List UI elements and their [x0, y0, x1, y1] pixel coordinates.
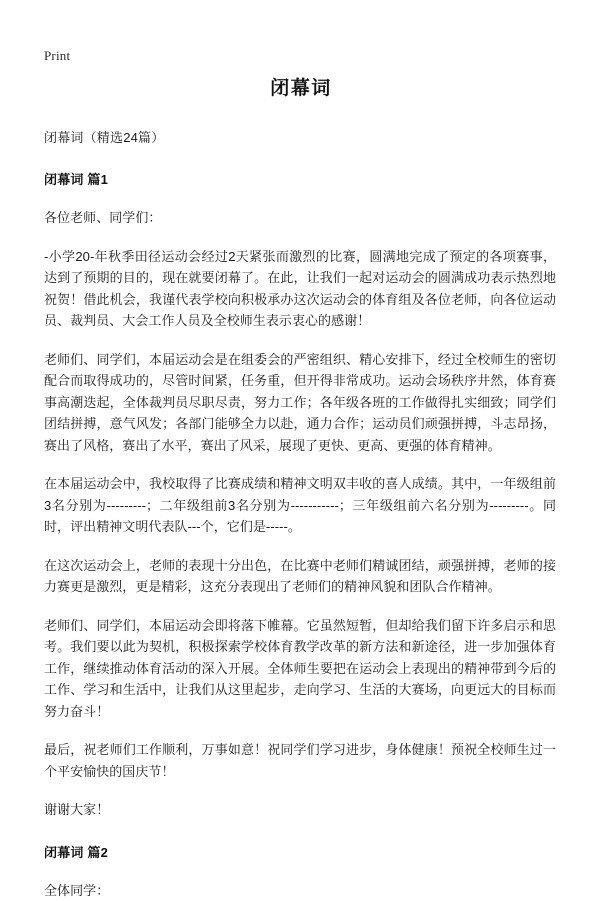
paragraph: 全体同学： [44, 880, 556, 901]
section-heading-2 [44, 843, 556, 863]
paragraph: -小学20-年秋季田径运动会经过2天紧张而激烈的比赛，圆满地完成了预定的各项赛事，达到了预期的目的，现在就要闭幕了。在此，让我们一起对运动会的圆满成功表示热烈地祝贺！借此机会，我谨代表学校向积极承办这次运动会的体育组及各位老师，向各位运动员、裁判员、大会工作人员及全校师生表示衷心的感谢！ [44, 246, 556, 332]
paragraph: 谢谢大家！ [44, 799, 556, 821]
paragraph: 老师们、同学们，本届运动会是在组委会的严密组织、精心安排下，经过全校师生的密切配合而取得成功的，尽管时间紧，任务重，但开得非常成功。运动会场秩序井然，体育赛事高潮迭起，全体裁判员尽职尽责，努力工作；各年级各班的工作做得扎实细致；同学们团结拼搏，意气风发；各部门能够全力以赴，通力合作；运动员们顽强拼搏，斗志昂扬，赛出了风格，赛出了水平，赛出了风采，展现了更快、更高、更强的体育精神。 [44, 349, 556, 457]
paragraph: 在本届运动会中，我校取得了比赛成绩和精神文明双丰收的喜人成绩。其中，一年级组前3名分别为---------；二年级组前3名分别为-----------；三年级组前六名分别为---------。同时，评出精神文明代表队---个，它们是-----。 [44, 473, 556, 538]
section-heading-1 [44, 170, 556, 190]
section-heading-1-number: 篇1 [87, 172, 108, 187]
document-subtitle: 闭幕词（精选24篇） [44, 128, 556, 148]
section-heading-1-text: 闭幕词 [44, 172, 84, 187]
paragraph: 各位老师、同学们： [44, 207, 556, 229]
section-heading-2-text: 闭幕词 [44, 845, 84, 860]
document-content [44, 76, 556, 901]
paragraph: 最后，祝老师们工作顺利，万事如意！祝同学们学习进步，身体健康！预祝全校师生过一个平安愉快的国庆节！ [44, 739, 556, 782]
print-link[interactable]: Print [44, 48, 70, 64]
paragraph: 在这次运动会上，老师的表现十分出色，在比赛中老师们精诚团结，顽强拼搏，老师的接力赛更是激烈，更是精彩，这充分表现出了老师们的精神风貌和团队合作精神。 [44, 555, 556, 598]
paragraph: 老师们、同学们，本届运动会即将落下帷幕。它虽然短暂，但却给我们留下许多启示和思考。我们要以此为契机，积极探索学校体育教学改革的新方法和新途径，进一步加强体育工作，继续推动体育活动的深入开展。全体师生要把在运动会上表现出的精神带到今后的工作、学习和生活中，让我们从这里起步，走向学习、生活的大赛场，向更远大的目标而努力奋斗！ [44, 615, 556, 723]
section-heading-2-number: 篇2 [87, 845, 108, 860]
page-title: 闭幕词 [44, 76, 556, 102]
